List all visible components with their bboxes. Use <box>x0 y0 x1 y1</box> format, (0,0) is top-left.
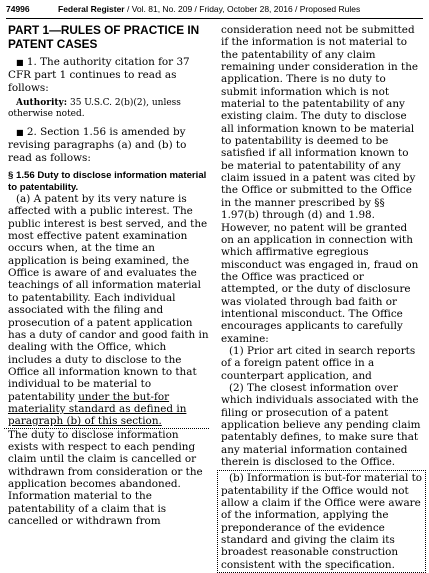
right-column <box>221 24 422 573</box>
paragraph-a <box>8 193 209 428</box>
list-item-2: (2) The closest information over which individuals associated with the filing or prosecution of a patent application believe any pending claim patentably defines, to make sure that any material information contained therein is disclosed to the Office. <box>221 381 421 469</box>
amendment-item-2-text: 2. Section 1.56 is amended by revising paragraphs (a) and (b) to read as follows: <box>8 126 187 164</box>
square-bullet-icon: ■ <box>16 128 24 138</box>
paragraph-a-continued: The duty to disclose information exists with respect to each pending claim until the claim is cancelled or withdrawn from consideration or the application becomes abandoned. Information material to the patentability of a claim that is cancelled or withdrawn from <box>4 428 209 528</box>
list-item-1: (1) Prior art cited in search reports of a foreign patent office in a counterpart application, and <box>221 344 416 382</box>
amendment-item-2 <box>8 126 209 164</box>
paragraph-a-continuation: consideration need not be submitted if the information is not material to the patentability of any claim remaining under consideration in the application. There is no duty to submit information which is not material to the patentability of any existing claim. The duty to disclose all information known to be material to patentability is deemed to be satisfied if all information known to be material to patentability of any claim issued in a patent was cited by the Office or submitted to the Office in the manner prescribed by §§ 1.97(b) through (d) and 1.98. However, no patent will be granted on an application in connection with which affirmative egregious misconduct was engaged in, fraud on the Office was practiced or attempted, or the duty of disclosure was violated through bad faith or intentional misconduct. The Office encourages applicants to carefully examine: <box>221 24 419 345</box>
issue-info: / Vol. 81, No. 209 / Friday, October 28, 2016 / Proposed Rules <box>124 4 361 14</box>
running-header <box>6 3 423 19</box>
part-title: PART 1—RULES OF PRACTICE IN PATENT CASES <box>8 23 200 51</box>
left-column <box>8 24 209 527</box>
publication-title: Federal Register <box>58 4 125 14</box>
running-head <box>58 4 360 14</box>
authority-citation <box>8 98 209 120</box>
paragraph-b: (b) Information is but-for material to patentability if the Office would not allow a claim if the Office were aware of the information, applying the preponderance of the evidence standard and giving the claim its broadest reasonable construction consistent with the specification. <box>217 470 426 573</box>
page-number: 74996 <box>6 4 30 14</box>
paragraph-a-text: (a) A patent by its very nature is affected with a public interest. The public interest is best served, and the most effective patent examination occurs when, at the time an application is being examined, the Office is aware of and evaluates the teachings of all information material to patentability. Each individual associated with the filing and prosecution of a patent application has a duty of candor and good faith in dealing with the Office, which includes a duty to disclose to the Office all information known to that individual to be material to patentability <box>8 193 209 403</box>
authority-label: Authority: <box>16 98 68 109</box>
section-heading: § 1.56 Duty to disclose information material to patentability. <box>8 170 207 193</box>
paragraph-a-inserted-text: under the but-for materiality standard as defined in paragraph (b) of this section. <box>8 390 187 428</box>
square-bullet-icon: ■ <box>16 58 24 67</box>
authority-text: 35 U.S.C. 2(b)(2), unless otherwise noted. <box>8 98 181 120</box>
amendment-item-1 <box>8 56 209 94</box>
amendment-item-1-text: 1. The authority citation for 37 CFR part 1 continues to read as follows: <box>8 56 190 94</box>
